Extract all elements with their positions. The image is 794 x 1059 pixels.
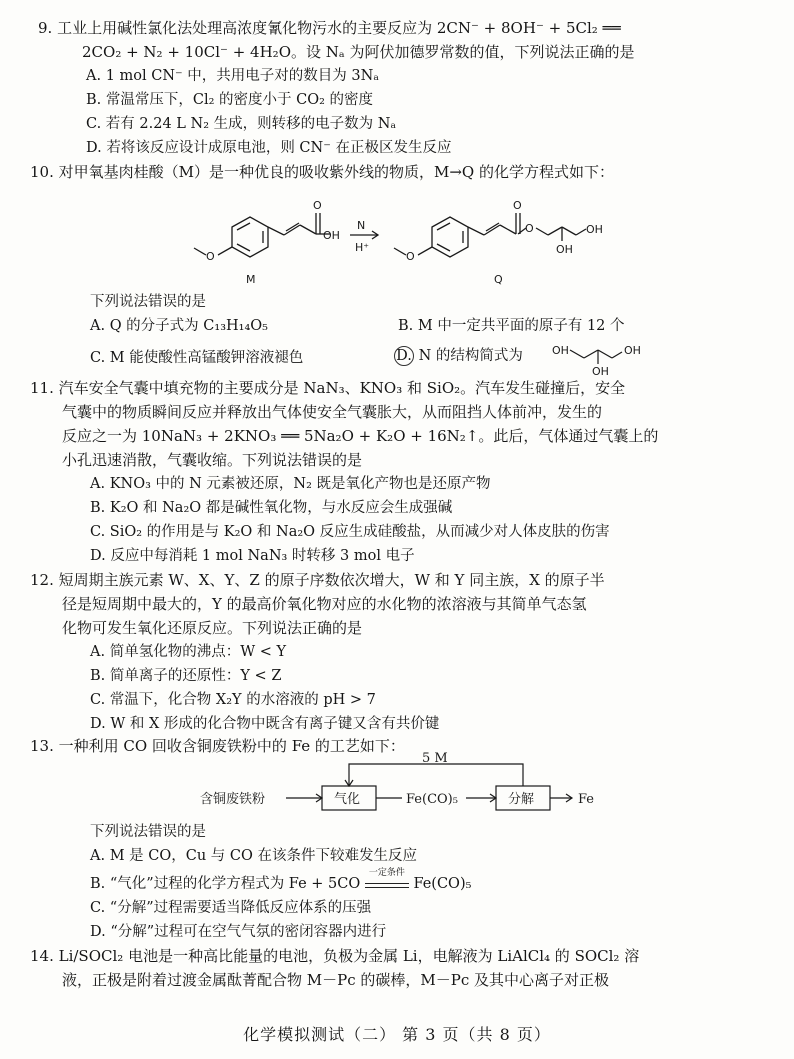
glycerol-oh-1: OH bbox=[552, 344, 569, 357]
q13-option-b-post: Fe(CO)₅ bbox=[413, 876, 472, 892]
label-m: M bbox=[246, 273, 256, 286]
recycle-label: 5 M bbox=[422, 752, 448, 766]
q11-option-d: D. 反应中每消耗 1 mol NaN₃ 时转移 3 mol 电子 bbox=[90, 548, 415, 564]
box-decompose-label: 分解 bbox=[508, 792, 535, 807]
q9-option-b: B. 常温常压下，Cl₂ 的密度小于 CO₂ 的密度 bbox=[86, 92, 374, 108]
q13-stem: 13. 一种利用 CO 回收含铜废铁粉中的 Fe 的工艺如下： bbox=[30, 737, 405, 755]
q13-option-b bbox=[90, 868, 472, 894]
m-carbonyl-o: O bbox=[313, 199, 322, 212]
m-methoxy-o: O bbox=[206, 250, 215, 263]
page-footer: 化学模拟测试（二） 第 3 页（共 8 页） bbox=[243, 1025, 551, 1044]
q10-option-a: A. Q 的分子式为 C₁₃H₁₄O₅ bbox=[90, 318, 268, 334]
q13-process-flow bbox=[196, 752, 636, 822]
output-label: Fe bbox=[578, 792, 595, 807]
q-hydroxyl-1: OH bbox=[556, 243, 573, 256]
q10-question: 下列说法错误的是 bbox=[90, 294, 206, 310]
q10-glycerol-structure bbox=[546, 336, 696, 376]
q11-option-a: A. KNO₃ 中的 N 元素被还原，N₂ 既是氧化产物也是还原产物 bbox=[90, 476, 491, 492]
q-ester-o: O bbox=[525, 222, 534, 235]
q11-line4: 小孔迅速消散，气囊收缩。下列说法错误的是 bbox=[62, 451, 363, 469]
q13-option-c: C. “分解”过程需要适当降低反应体系的压强 bbox=[90, 900, 372, 916]
q9-option-d: D. 若将该反应设计成原电池，则 CN⁻ 在正极区发生反应 bbox=[86, 140, 452, 156]
q10-option-d-text: N 的结构简式为 bbox=[418, 348, 523, 364]
condition-label: 一定条件 bbox=[368, 868, 405, 878]
q12-line3: 化物可发生氧化还原反应。下列说法正确的是 bbox=[62, 619, 363, 637]
q11-line1: 11. 汽车安全气囊中填充物的主要成分是 NaN₃、KNO₃ 和 SiO₂。汽车发生碰撞后，安全 bbox=[30, 379, 626, 397]
arrow-reagent-n: N bbox=[357, 219, 366, 232]
q10-reaction-scheme bbox=[170, 185, 794, 295]
q12-option-d: D. W 和 X 形成的化合物中既含有离子键又含有共价键 bbox=[90, 716, 440, 732]
q-carbonyl-o: O bbox=[513, 199, 522, 212]
q10-option-d bbox=[394, 346, 523, 366]
m-hydroxyl: OH bbox=[323, 229, 340, 242]
q9-stem-line1: 9. 工业上用碱性氯化法处理高浓度氰化物污水的主要反应为 2CN⁻ + 8OH⁻ + 5Cl₂ ══ bbox=[38, 19, 621, 37]
condition-equals-sign bbox=[365, 868, 409, 888]
q9-option-a: A. 1 mol CN⁻ 中，共用电子对的数目为 3Nₐ bbox=[86, 68, 379, 84]
arrow-catalyst: H⁺ bbox=[355, 241, 370, 254]
q13-option-d: D. “分解”过程可在空气气氛的密闭容器内进行 bbox=[90, 924, 387, 940]
glycerol-oh-2: OH bbox=[592, 365, 609, 376]
q11-option-b: B. K₂O 和 Na₂O 都是碱性氧化物，与水反应会生成强碱 bbox=[90, 500, 453, 516]
q-methoxy-o: O bbox=[406, 250, 415, 263]
q9-stem-line2: 2CO₂ + N₂ + 10Cl⁻ + 4H₂O。设 Nₐ 为阿伏加德罗常数的值，下列说法正确的是 bbox=[82, 43, 635, 61]
q11-line3: 反应之一为 10NaN₃ + 2KNO₃ ══ 5Na₂O + K₂O + 16N₂↑。此后，气体通过气囊上的 bbox=[62, 427, 659, 445]
q10-stem: 10. 对甲氧基肉桂酸（M）是一种优良的吸收紫外线的物质，M→Q 的化学方程式如下： bbox=[30, 163, 614, 181]
q14-line2: 液，正极是附着过渡金属酞菁配合物 M－Pc 的碳棒，M－Pc 及其中心离子对正极 bbox=[62, 971, 610, 989]
q12-option-a: A. 简单氢化物的沸点：W < Y bbox=[90, 644, 287, 660]
q12-line1: 12. 短周期主族元素 W、X、Y、Z 的原子序数依次增大，W 和 Y 同主族，X 的原子半 bbox=[30, 571, 605, 589]
q9-option-c: C. 若有 2.24 L N₂ 生成，则转移的电子数为 Nₐ bbox=[86, 116, 397, 132]
q10-option-b: B. M 中一定共平面的原子有 12 个 bbox=[398, 318, 625, 334]
q14-line1: 14. Li/SOCl₂ 电池是一种高比能量的电池，负极为金属 Li，电解液为 LiAlCl₄ 的 SOCl₂ 溶 bbox=[30, 947, 640, 965]
q12-line2: 径是短周期中最大的，Y 的最高价氧化物对应的水化物的浓溶液与其简单气态氢 bbox=[62, 595, 587, 613]
q13-option-a: A. M 是 CO，Cu 与 CO 在该条件下较难发生反应 bbox=[90, 848, 417, 864]
q13-question: 下列说法错误的是 bbox=[90, 824, 206, 840]
intermediate-label: Fe(CO)₅ bbox=[406, 792, 458, 807]
glycerol-oh-3: OH bbox=[624, 344, 641, 357]
answer-circle-mark: D. bbox=[394, 346, 414, 366]
q-hydroxyl-2: OH bbox=[586, 223, 603, 236]
q11-line2: 气囊中的物质瞬间反应并释放出气体使安全气囊胀大，从而阻挡人体前冲，发生的 bbox=[62, 403, 603, 421]
box-gasify-label: 气化 bbox=[334, 792, 361, 807]
q13-option-b-pre: B. “气化”过程的化学方程式为 Fe + 5CO bbox=[90, 876, 361, 892]
q11-option-c: C. SiO₂ 的作用是与 K₂O 和 Na₂O 反应生成硅酸盐，从而减少对人体皮肤的伤害 bbox=[90, 524, 610, 540]
q12-option-c: C. 常温下，化合物 X₂Y 的水溶液的 pH > 7 bbox=[90, 692, 376, 708]
q12-option-b: B. 简单离子的还原性：Y < Z bbox=[90, 668, 282, 684]
q10-option-c: C. M 能使酸性高锰酸钾溶液褪色 bbox=[90, 350, 304, 366]
label-q: Q bbox=[494, 273, 503, 286]
input-label: 含铜废铁粉 bbox=[200, 792, 266, 807]
